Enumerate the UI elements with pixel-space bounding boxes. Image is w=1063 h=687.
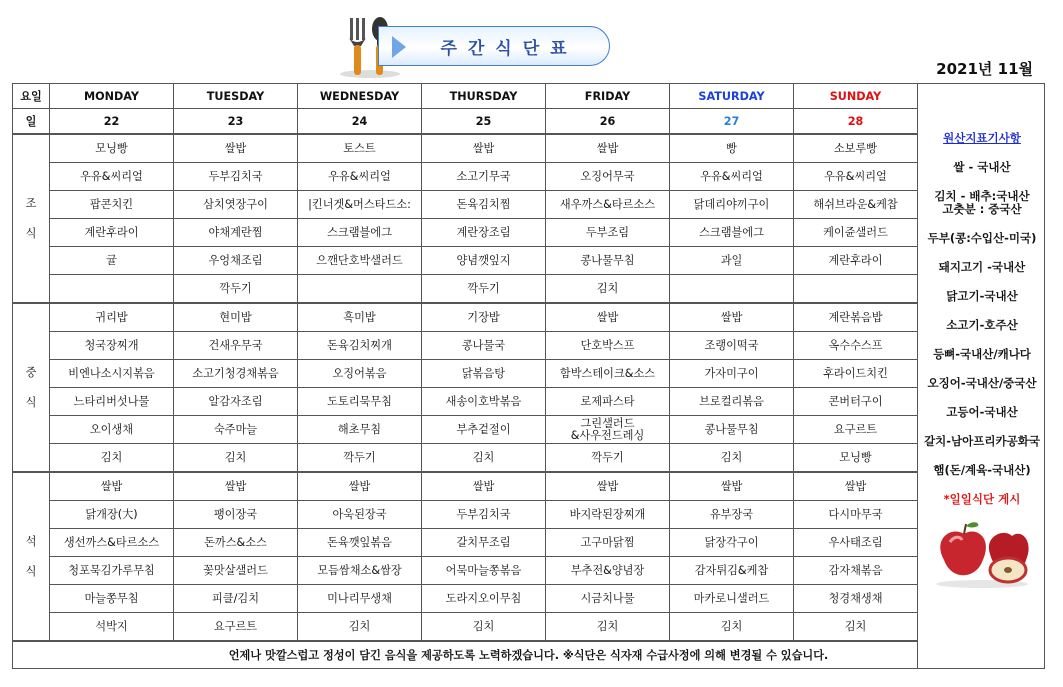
menu-item bbox=[298, 275, 422, 304]
menu-item: 오이생채 bbox=[50, 416, 174, 444]
menu-item: 쌀밥 bbox=[794, 472, 918, 501]
day-header-monday: MONDAY bbox=[50, 84, 174, 109]
menu-item: 계란후라이 bbox=[50, 219, 174, 247]
menu-row bbox=[13, 388, 1045, 416]
menu-item: 스크램블에그 bbox=[670, 219, 794, 247]
menu-item: 김치 bbox=[298, 613, 422, 642]
menu-item: 조랭이떡국 bbox=[670, 332, 794, 360]
menu-item: 야채계란찜 bbox=[174, 219, 298, 247]
menu-item: 스크램블에그 bbox=[298, 219, 422, 247]
menu-item: 케이쥰샐러드 bbox=[794, 219, 918, 247]
menu-item: 요구르트 bbox=[794, 416, 918, 444]
menu-item: 비엔나소시지볶음 bbox=[50, 360, 174, 388]
weekday-label: 요일 bbox=[13, 84, 50, 109]
menu-item: 두부조림 bbox=[546, 219, 670, 247]
menu-row bbox=[13, 613, 1045, 642]
menu-item: 돈까스&소스 bbox=[174, 529, 298, 557]
menu-item: 우유&씨리얼 bbox=[50, 163, 174, 191]
menu-item: 피클/김치 bbox=[174, 585, 298, 613]
origin-item: 오징어-국내산/중국산 bbox=[927, 376, 1037, 390]
menu-item: 김치 bbox=[174, 444, 298, 473]
menu-item: 부추겉절이 bbox=[422, 416, 546, 444]
menu-item: 두부김치국 bbox=[422, 501, 546, 529]
menu-item: 도라지오이무침 bbox=[422, 585, 546, 613]
menu-row bbox=[13, 557, 1045, 585]
year-month: 2021년 11월 bbox=[936, 60, 1033, 78]
menu-item: 귤 bbox=[50, 247, 174, 275]
menu-item: 소보루빵 bbox=[794, 134, 918, 163]
title-text: 주간식단표 bbox=[440, 38, 578, 59]
menu-item: 모듬쌈채소&쌈장 bbox=[298, 557, 422, 585]
menu-item: 부추전&양념장 bbox=[546, 557, 670, 585]
menu-item: 닭개장(大) bbox=[50, 501, 174, 529]
menu-item: 쌀밥 bbox=[174, 472, 298, 501]
menu-item: 오징어볶음 bbox=[298, 360, 422, 388]
menu-item: 콘버터구이 bbox=[794, 388, 918, 416]
origin-item: 돼지고기 -국내산 bbox=[938, 260, 1026, 274]
day-header-thursday: THURSDAY bbox=[422, 84, 546, 109]
menu-item: 돈육김치찜 bbox=[422, 191, 546, 219]
menu-row bbox=[13, 332, 1045, 360]
date-cell: 28 bbox=[794, 109, 918, 135]
menu-item: 콩나물무침 bbox=[546, 247, 670, 275]
day-header-saturday: SATURDAY bbox=[670, 84, 794, 109]
day-header-friday: FRIDAY bbox=[546, 84, 670, 109]
menu-item: 두부김치국 bbox=[174, 163, 298, 191]
menu-item: 알감자조림 bbox=[174, 388, 298, 416]
menu-item: |킨너겟&머스타드소: bbox=[298, 191, 422, 219]
menu-row bbox=[13, 303, 1045, 332]
menu-item: 아욱된장국 bbox=[298, 501, 422, 529]
menu-item: 깍두기 bbox=[174, 275, 298, 304]
menu-item: 석박지 bbox=[50, 613, 174, 642]
day-header-row bbox=[13, 84, 1045, 109]
menu-row bbox=[13, 501, 1045, 529]
menu-row bbox=[13, 191, 1045, 219]
menu-item: 계란장조림 bbox=[422, 219, 546, 247]
menu-item: 과일 bbox=[670, 247, 794, 275]
menu-item: 쌀밥 bbox=[50, 472, 174, 501]
origin-item: 갈치-남아프리카공화국 bbox=[924, 434, 1040, 448]
menu-item: 깍두기 bbox=[422, 275, 546, 304]
menu-item: 우사태조림 bbox=[794, 529, 918, 557]
menu-item: 바지락된장찌개 bbox=[546, 501, 670, 529]
menu-item: 청포묵김가루무침 bbox=[50, 557, 174, 585]
origin-item: 김치 - 배추:국내산 고춧분 : 중국산 bbox=[934, 189, 1030, 216]
date-label: 일 bbox=[13, 109, 50, 135]
menu-item: 우엉채조림 bbox=[174, 247, 298, 275]
day-header-sunday: SUNDAY bbox=[794, 84, 918, 109]
menu-item: 모닝빵 bbox=[50, 134, 174, 163]
menu-item: 깍두기 bbox=[298, 444, 422, 473]
menu-item: 쌀밥 bbox=[546, 472, 670, 501]
date-cell: 23 bbox=[174, 109, 298, 135]
menu-row bbox=[13, 219, 1045, 247]
origin-item: 쌀 - 국내산 bbox=[953, 160, 1011, 174]
origin-item: 두부(콩:수입산-미국) bbox=[927, 231, 1037, 245]
title-arrow-icon bbox=[392, 36, 406, 58]
menu-item: 건새우무국 bbox=[174, 332, 298, 360]
menu-item: 김치 bbox=[670, 444, 794, 473]
menu-item: 브로컬리볶음 bbox=[670, 388, 794, 416]
menu-item: 쌀밥 bbox=[174, 134, 298, 163]
menu-item: 기장밥 bbox=[422, 303, 546, 332]
page-title bbox=[378, 26, 610, 66]
menu-item: 꽃맛살샐러드 bbox=[174, 557, 298, 585]
menu-item: 현미밥 bbox=[174, 303, 298, 332]
menu-item: 갈치무조림 bbox=[422, 529, 546, 557]
menu-row bbox=[13, 416, 1045, 444]
menu-item: 귀리밥 bbox=[50, 303, 174, 332]
menu-row bbox=[13, 247, 1045, 275]
menu-item: 새우까스&타르소스 bbox=[546, 191, 670, 219]
menu-item: 로제파스타 bbox=[546, 388, 670, 416]
menu-item: 삼치엿장구이 bbox=[174, 191, 298, 219]
menu-item: 다시마무국 bbox=[794, 501, 918, 529]
menu-row bbox=[13, 529, 1045, 557]
menu-row bbox=[13, 585, 1045, 613]
menu-item: 쌀밥 bbox=[670, 472, 794, 501]
menu-item: 미나리무생채 bbox=[298, 585, 422, 613]
menu-item: 후라이드치킨 bbox=[794, 360, 918, 388]
menu-row bbox=[13, 360, 1045, 388]
menu-item: 우유&씨리얼 bbox=[670, 163, 794, 191]
date-cell: 22 bbox=[50, 109, 174, 135]
menu-item: 쌀밥 bbox=[546, 134, 670, 163]
menu-item: 생선까스&타르소스 bbox=[50, 529, 174, 557]
menu-item: 쌀밥 bbox=[422, 472, 546, 501]
menu-item: 청국장찌개 bbox=[50, 332, 174, 360]
apple-icon bbox=[930, 520, 1034, 588]
menu-item: 고구마닭찜 bbox=[546, 529, 670, 557]
menu-item: 닭장각구이 bbox=[670, 529, 794, 557]
menu-item: 김치 bbox=[670, 613, 794, 642]
menu-item: 계란볶음밥 bbox=[794, 303, 918, 332]
origin-title: 원산지표기사항 bbox=[943, 131, 1021, 145]
date-cell: 26 bbox=[546, 109, 670, 135]
daily-menu-notice: *일일식단 게시 bbox=[943, 492, 1021, 506]
menu-item bbox=[50, 275, 174, 304]
origin-item: 등뼈-국내산/캐나다 bbox=[933, 347, 1031, 361]
menu-item: 김치 bbox=[546, 275, 670, 304]
menu-item: 어묵마늘쫑볶음 bbox=[422, 557, 546, 585]
menu-item: 돈육깻잎볶음 bbox=[298, 529, 422, 557]
menu-item: 콩나물무침 bbox=[670, 416, 794, 444]
menu-item: 새송이호박볶음 bbox=[422, 388, 546, 416]
menu-item: 단호박스프 bbox=[546, 332, 670, 360]
menu-item: 쌀밥 bbox=[546, 303, 670, 332]
menu-item: 소고기청경채볶음 bbox=[174, 360, 298, 388]
meal-label: 석 식 bbox=[13, 472, 50, 641]
date-cell: 25 bbox=[422, 109, 546, 135]
menu-item: 우유&씨리얼 bbox=[794, 163, 918, 191]
menu-item: 깍두기 bbox=[546, 444, 670, 473]
origin-item: 소고기-호주산 bbox=[946, 318, 1018, 332]
menu-item: 청경채생채 bbox=[794, 585, 918, 613]
footer-row bbox=[13, 641, 1045, 669]
date-row bbox=[13, 109, 1045, 135]
day-header-tuesday: TUESDAY bbox=[174, 84, 298, 109]
menu-item: 닭볶음탕 bbox=[422, 360, 546, 388]
menu-item: 느타리버섯나물 bbox=[50, 388, 174, 416]
menu-item: 팽이장국 bbox=[174, 501, 298, 529]
meal-label: 조 식 bbox=[13, 134, 50, 303]
origin-item: 닭고기-국내산 bbox=[946, 289, 1018, 303]
menu-item: 쌀밥 bbox=[298, 472, 422, 501]
menu-item: 쌀밥 bbox=[670, 303, 794, 332]
date-cell: 27 bbox=[670, 109, 794, 135]
menu-item: 김치 bbox=[422, 613, 546, 642]
menu-item: 쌀밥 bbox=[422, 134, 546, 163]
menu-item: 그린샐러드 &사우전드레싱 bbox=[546, 416, 670, 444]
date-cell: 24 bbox=[298, 109, 422, 135]
menu-item: 계란후라이 bbox=[794, 247, 918, 275]
menu-item: 시금치나물 bbox=[546, 585, 670, 613]
menu-row bbox=[13, 163, 1045, 191]
menu-row bbox=[13, 472, 1045, 501]
menu-item: 모닝빵 bbox=[794, 444, 918, 473]
menu-row bbox=[13, 275, 1045, 304]
menu-item: 김치 bbox=[422, 444, 546, 473]
menu-item: 빵 bbox=[670, 134, 794, 163]
day-header-wednesday: WEDNESDAY bbox=[298, 84, 422, 109]
menu-item: 김치 bbox=[50, 444, 174, 473]
menu-item: 요구르트 bbox=[174, 613, 298, 642]
origin-item: 고등어-국내산 bbox=[946, 405, 1018, 419]
menu-item: 함박스테이크&소스 bbox=[546, 360, 670, 388]
menu-item: 숙주마늘 bbox=[174, 416, 298, 444]
weekly-menu-table bbox=[12, 83, 1045, 669]
menu-item: 양념깻잎지 bbox=[422, 247, 546, 275]
menu-item: 유부장국 bbox=[670, 501, 794, 529]
menu-item: 흑미밥 bbox=[298, 303, 422, 332]
menu-item: 팝콘치킨 bbox=[50, 191, 174, 219]
menu-row bbox=[13, 134, 1045, 163]
menu-item: 으깬단호박샐러드 bbox=[298, 247, 422, 275]
menu-item: 감자채볶음 bbox=[794, 557, 918, 585]
menu-item: 콩나물국 bbox=[422, 332, 546, 360]
origin-panel bbox=[918, 84, 1045, 669]
menu-item: 토스트 bbox=[298, 134, 422, 163]
footer-notice: 언제나 맛깔스럽고 정성이 담긴 음식을 제공하도록 노력하겠습니다. ※식단은 식자재 수급사정에 의해 변경될 수 있습니다. bbox=[13, 641, 1045, 669]
menu-item: 소고기무국 bbox=[422, 163, 546, 191]
menu-item: 김치 bbox=[546, 613, 670, 642]
menu-item: 닭데리야끼구이 bbox=[670, 191, 794, 219]
menu-item: 해초무침 bbox=[298, 416, 422, 444]
menu-item: 김치 bbox=[794, 613, 918, 642]
menu-item: 마늘쫑무침 bbox=[50, 585, 174, 613]
menu-item: 감자튀김&케찹 bbox=[670, 557, 794, 585]
menu-item bbox=[794, 275, 918, 304]
menu-item: 우유&씨리얼 bbox=[298, 163, 422, 191]
menu-item: 돈육김치찌개 bbox=[298, 332, 422, 360]
menu-item: 오징어무국 bbox=[546, 163, 670, 191]
menu-item: 옥수수스프 bbox=[794, 332, 918, 360]
menu-item: 해쉬브라운&케찹 bbox=[794, 191, 918, 219]
menu-item bbox=[670, 275, 794, 304]
menu-item: 마카로니샐러드 bbox=[670, 585, 794, 613]
menu-row bbox=[13, 444, 1045, 473]
menu-item: 가자미구이 bbox=[670, 360, 794, 388]
meal-label: 중 식 bbox=[13, 303, 50, 472]
origin-item: 햄(돈/계육-국내산) bbox=[933, 463, 1031, 477]
menu-item: 도토리묵무침 bbox=[298, 388, 422, 416]
